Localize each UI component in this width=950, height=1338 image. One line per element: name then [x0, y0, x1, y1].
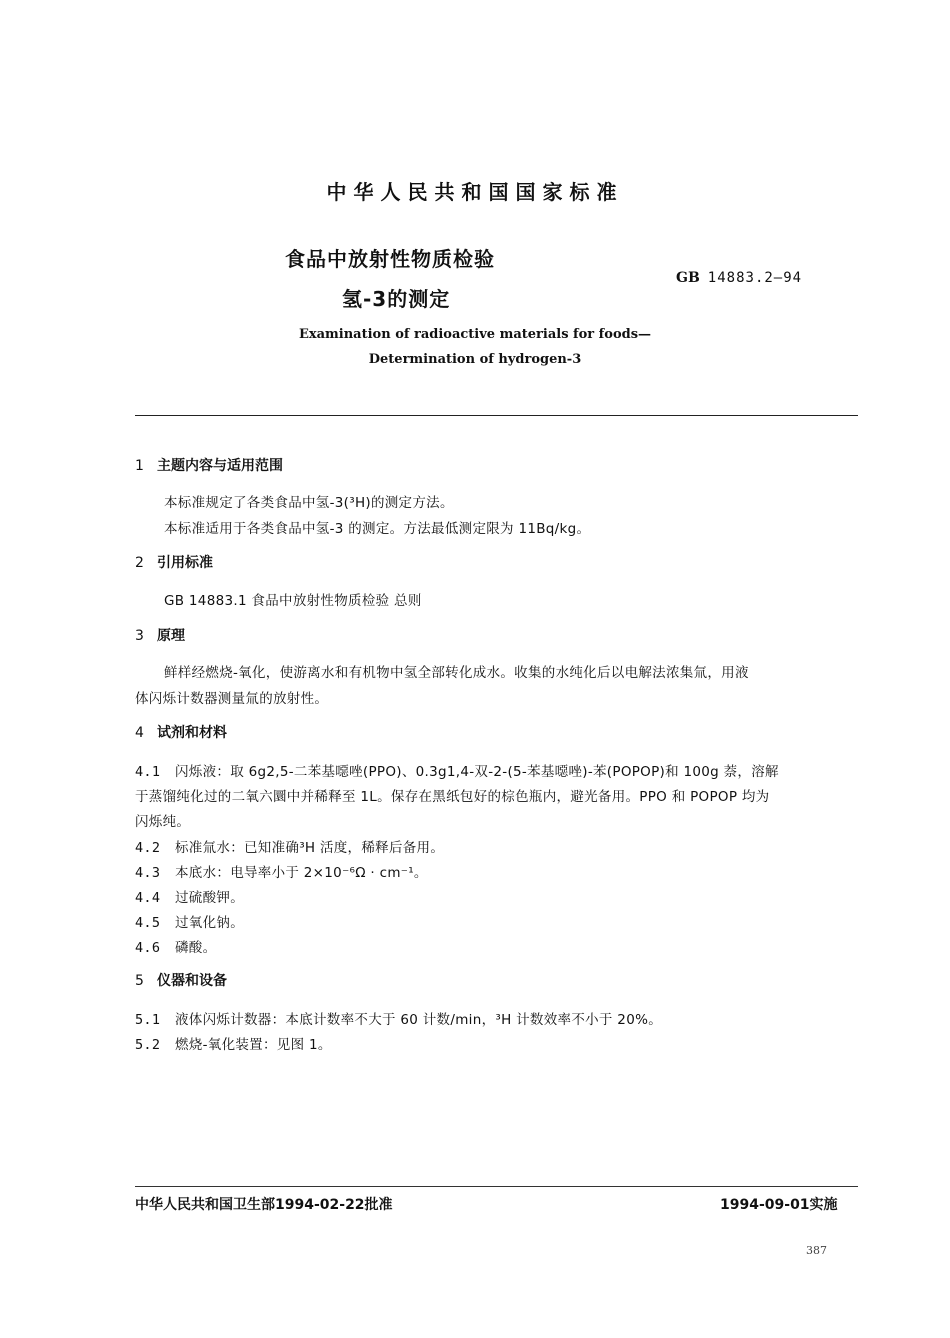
- item-4-4-text: 过硫酸钾。: [175, 890, 244, 906]
- item-5-2: [135, 1033, 332, 1053]
- item-4-3: [135, 861, 428, 881]
- section-5-number: 5: [135, 973, 144, 989]
- english-title-line-2: Determination of hydrogen-3: [368, 352, 582, 367]
- page-number: 387: [806, 1244, 827, 1257]
- section-5-heading: [135, 970, 227, 990]
- item-4-5-text: 过氧化钠。: [175, 915, 244, 931]
- item-4-5-number: 4.5: [135, 915, 161, 931]
- item-5-1-text: 液体闪烁计数器：本底计数率不大于 60 计数/min，³H 计数效率不小于 20%。: [175, 1012, 663, 1028]
- item-4-1: [135, 760, 779, 780]
- section-1-title: 主题内容与适用范围: [157, 458, 283, 474]
- section-4-number: 4: [135, 725, 144, 741]
- section-2-heading: [135, 552, 213, 572]
- title-line-1: 食品中放射性物质检验: [285, 247, 495, 271]
- english-title-line-1: Examination of radioactive materials for foods—: [298, 327, 652, 342]
- item-4-3-number: 4.3: [135, 865, 161, 881]
- standard-code-prefix: GB: [676, 270, 700, 286]
- title-line-2: 氢-3的测定: [342, 287, 451, 311]
- item-4-6: [135, 936, 216, 956]
- item-4-3-text: 本底水：电导率小于 2×10⁻⁶Ω · cm⁻¹。: [175, 865, 428, 881]
- item-4-1-line-3: 闪烁纯。: [135, 814, 191, 830]
- item-4-1-number: 4.1: [135, 764, 161, 780]
- section-4-heading: [135, 722, 227, 742]
- item-5-1-number: 5.1: [135, 1012, 161, 1028]
- section-2-title: 引用标准: [157, 555, 213, 571]
- section-2-number: 2: [135, 555, 144, 571]
- section-3-title: 原理: [157, 628, 185, 644]
- item-4-4: [135, 886, 244, 906]
- footer-divider: [135, 1186, 858, 1187]
- section-2-reference: GB 14883.1 食品中放射性物质检验 总则: [164, 593, 422, 609]
- item-4-5: [135, 911, 244, 931]
- section-4-title: 试剂和材料: [157, 725, 227, 741]
- section-1-paragraph-2: 本标准适用于各类食品中氢-3 的测定。方法最低测定限为 11Bq/kg。: [164, 521, 591, 537]
- section-1-number: 1: [135, 458, 144, 474]
- implementation-date: 1994-09-01实施: [720, 1197, 838, 1213]
- item-4-1-text: 闪烁液：取 6g2,5-二苯基噁唑(PPO)、0.3g1,4-双-2-(5-苯基噁唑)-苯(POPOP)和 100g 萘，溶解: [175, 764, 779, 780]
- section-1-paragraph-1: 本标准规定了各类食品中氢-3(³H)的测定方法。: [164, 495, 454, 511]
- item-4-6-number: 4.6: [135, 940, 161, 956]
- item-5-1: [135, 1008, 662, 1028]
- section-3-paragraph-line-1: 鲜样经燃烧-氧化，使游离水和有机物中氢全部转化成水。收集的水纯化后以电解法浓集氚，用液: [164, 665, 749, 681]
- section-3-heading: [135, 625, 185, 645]
- item-4-4-number: 4.4: [135, 890, 161, 906]
- item-4-2-text: 标准氚水：已知准确³H 活度，稀释后备用。: [175, 840, 445, 856]
- item-4-2: [135, 836, 444, 856]
- standard-code-number: 14883.2—94: [707, 270, 803, 286]
- item-5-2-text: 燃烧-氧化装置：见图 1。: [175, 1037, 332, 1053]
- section-3-paragraph-line-2: 体闪烁计数器测量氚的放射性。: [135, 691, 329, 707]
- approval-line: 中华人民共和国卫生部1994-02-22批准: [135, 1197, 393, 1213]
- standard-code: [676, 270, 802, 286]
- item-4-6-text: 磷酸。: [175, 940, 217, 956]
- section-3-number: 3: [135, 628, 144, 644]
- title-divider: [135, 415, 858, 416]
- item-4-2-number: 4.2: [135, 840, 161, 856]
- section-5-title: 仪器和设备: [157, 973, 227, 989]
- item-4-1-line-2: 于蒸馏纯化过的二氧六圜中并稀释至 1L。保存在黑纸包好的棕色瓶内，避光备用。PPO 和 POPOP 均为: [135, 789, 770, 805]
- document-header: 中华人民共和国国家标准: [326, 180, 624, 204]
- section-1-heading: [135, 455, 283, 475]
- item-5-2-number: 5.2: [135, 1037, 161, 1053]
